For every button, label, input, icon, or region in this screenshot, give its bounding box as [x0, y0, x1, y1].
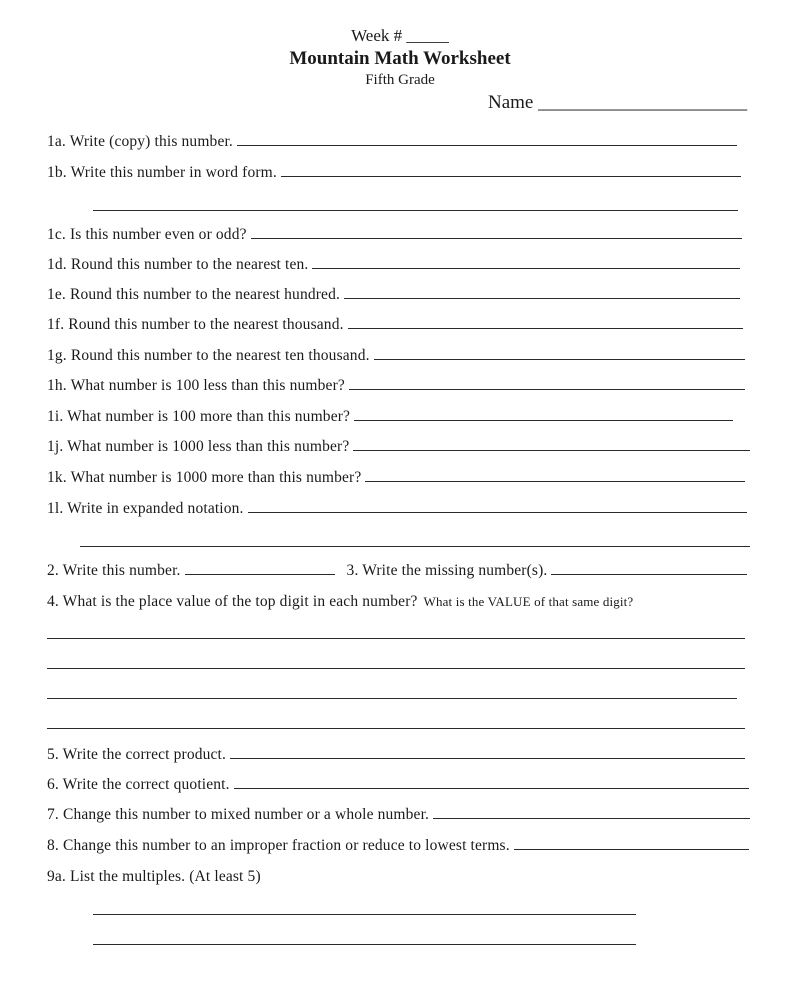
question-4: [47, 593, 767, 611]
answer-line-2[interactable]: [185, 573, 335, 575]
question-1a-label: 1a. Write (copy) this number.: [47, 133, 233, 150]
question-7: [47, 806, 750, 824]
question-1d: [47, 256, 740, 274]
question-1e-label: 1e. Round this number to the nearest hundred.: [47, 286, 341, 303]
answer-line-9a-row2[interactable]: [93, 944, 636, 945]
question-1d-label: 1d. Round this number to the nearest ten.: [47, 256, 309, 273]
question-1i-label: 1i. What number is 100 more than this number?: [47, 408, 351, 425]
name-field[interactable]: Name ______________________: [488, 92, 748, 113]
question-4-sub-label: What is the VALUE of that same digit?: [423, 594, 634, 609]
answer-line-1l-continued[interactable]: [80, 546, 750, 547]
question-8: [47, 837, 749, 855]
answer-line-9a-row1[interactable]: [93, 914, 636, 915]
answer-line-1i[interactable]: [354, 419, 733, 421]
question-1b-label: 1b. Write this number in word form.: [47, 164, 277, 181]
grade-level: Fifth Grade: [365, 72, 435, 88]
question-1j: [47, 438, 750, 456]
question-5: [47, 746, 745, 764]
answer-line-3[interactable]: [551, 573, 747, 575]
question-1a: [47, 133, 737, 151]
question-6-label: 6. Write the correct quotient.: [47, 776, 230, 793]
question-1h: [47, 377, 745, 395]
question-1k-label: 1k. What number is 1000 more than this number?: [47, 469, 362, 486]
answer-line-8[interactable]: [514, 848, 749, 850]
question-1k: [47, 469, 745, 487]
question-9a-label: 9a. List the multiples. (At least 5): [47, 868, 261, 885]
week-number: Week # _____: [351, 26, 449, 45]
answer-line-7[interactable]: [433, 817, 750, 819]
answer-line-1e[interactable]: [344, 297, 740, 299]
question-1l: [47, 500, 747, 518]
question-4-label: 4. What is the place value of the top digit in each number?: [47, 593, 418, 610]
answer-line-1h[interactable]: [349, 388, 745, 390]
answer-line-5[interactable]: [230, 757, 745, 759]
question-1c: [47, 226, 742, 244]
answer-line-1g[interactable]: [374, 358, 745, 360]
question-1j-label: 1j. What number is 1000 less than this number?: [47, 438, 350, 455]
question-1e: [47, 286, 740, 304]
question-6: [47, 776, 749, 794]
question-1c-label: 1c. Is this number even or odd?: [47, 226, 247, 243]
question-1f-label: 1f. Round this number to the nearest thousand.: [47, 316, 344, 333]
question-1h-label: 1h. What number is 100 less than this number?: [47, 377, 345, 394]
answer-line-1a[interactable]: [237, 144, 737, 146]
questions-2-3: [47, 562, 747, 580]
answer-line-1k[interactable]: [365, 480, 745, 482]
question-1g-label: 1g. Round this number to the nearest ten thousand.: [47, 347, 370, 364]
answer-line-4-row2[interactable]: [47, 668, 745, 669]
answer-line-1c[interactable]: [251, 237, 742, 239]
answer-line-1l[interactable]: [248, 511, 747, 513]
question-1i: [47, 408, 733, 426]
question-2-label: 2. Write this number.: [47, 562, 181, 579]
question-5-label: 5. Write the correct product.: [47, 746, 227, 763]
answer-line-6[interactable]: [234, 787, 749, 789]
answer-line-1f[interactable]: [348, 327, 743, 329]
answer-line-4-row4[interactable]: [47, 728, 745, 729]
question-3-label: 3. Write the missing number(s).: [346, 562, 548, 579]
worksheet-title: Mountain Math Worksheet: [289, 48, 511, 69]
answer-line-4-row1[interactable]: [47, 638, 745, 639]
answer-line-1d[interactable]: [312, 267, 740, 269]
question-9a: [47, 868, 547, 886]
question-1b: [47, 164, 741, 182]
question-1f: [47, 316, 743, 334]
question-1l-label: 1l. Write in expanded notation.: [47, 500, 244, 517]
answer-line-1b[interactable]: [281, 175, 741, 177]
answer-line-1j[interactable]: [353, 449, 750, 451]
answer-line-1b-continued[interactable]: [93, 210, 738, 211]
question-7-label: 7. Change this number to mixed number or a whole number.: [47, 806, 430, 823]
question-8-label: 8. Change this number to an improper fraction or reduce to lowest terms.: [47, 837, 510, 854]
question-1g: [47, 347, 745, 365]
answer-line-4-row3[interactable]: [47, 698, 737, 699]
